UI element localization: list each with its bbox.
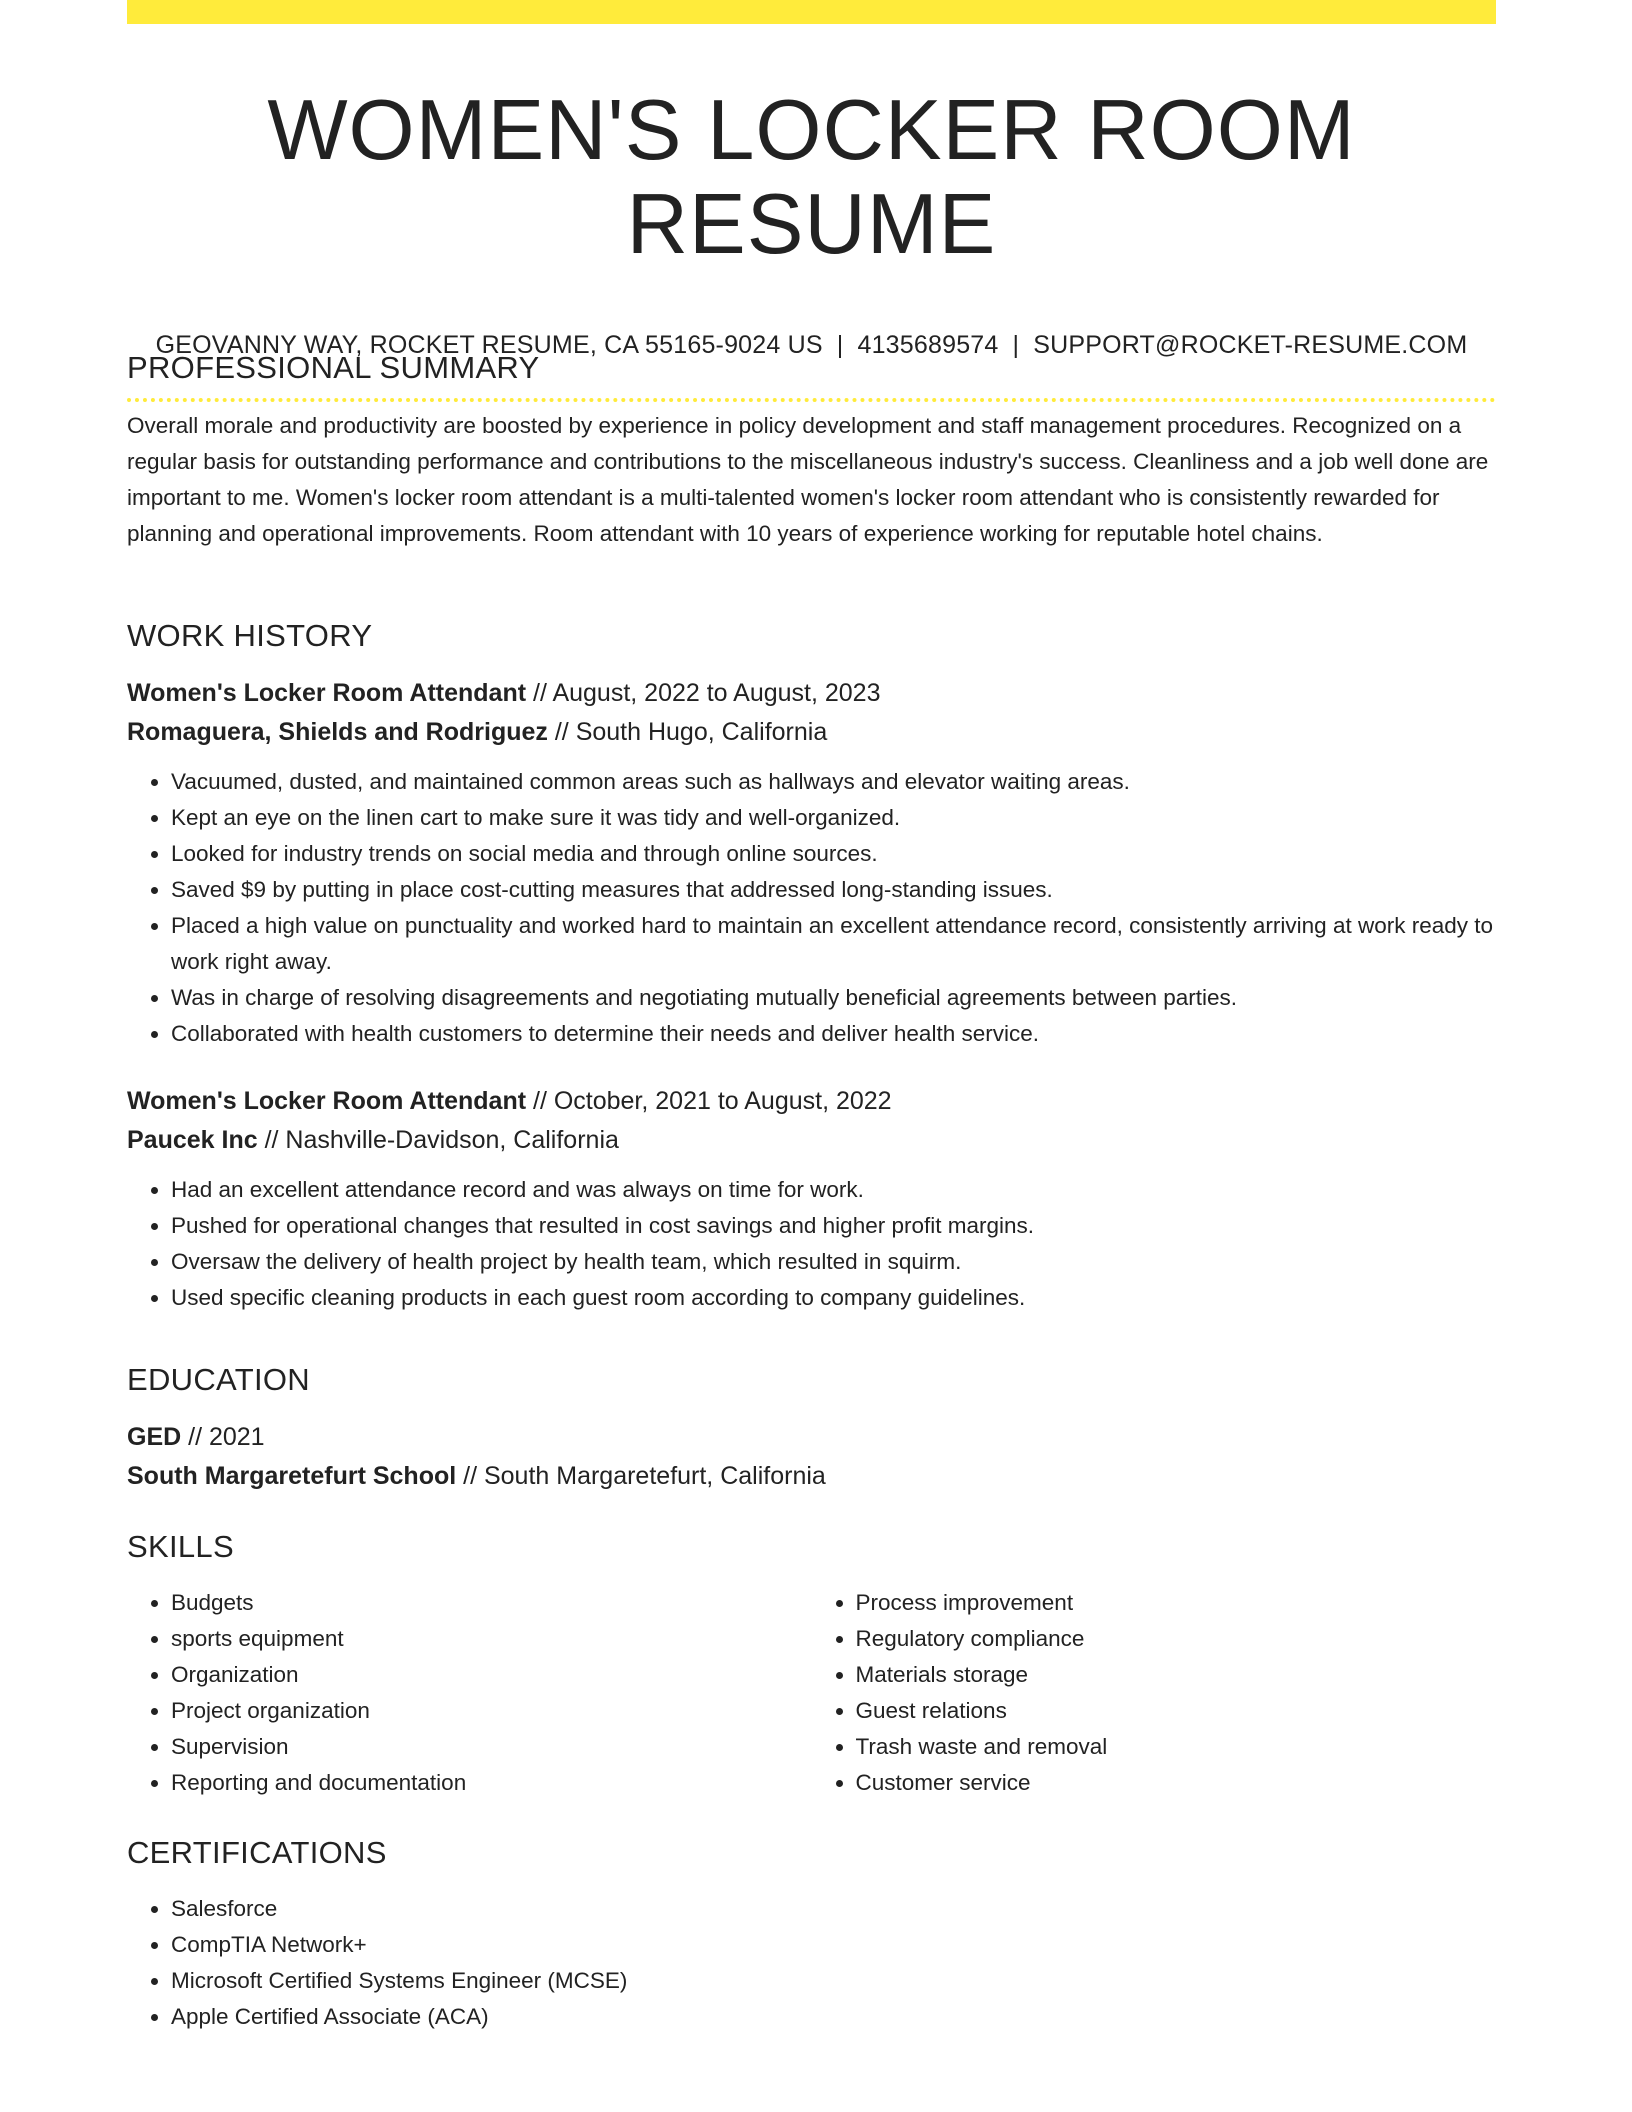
- certification-item: • CompTIA Network+: [171, 1927, 1496, 1963]
- skill-item: • Project organization: [171, 1693, 812, 1729]
- job-company: Paucek Inc: [127, 1126, 258, 1154]
- certifications-list: [127, 1891, 1496, 2035]
- skill-item: • Reporting and documentation: [171, 1765, 812, 1801]
- skill-item: • Process improvement: [856, 1585, 1497, 1621]
- education-degree: GED: [127, 1423, 182, 1451]
- job-location: // South Hugo, California: [547, 718, 828, 746]
- section-title-skills: SKILLS: [127, 1529, 234, 1564]
- job-bullet: • Saved $9 by putting in place cost-cutting measures that addressed long-standing issues.: [171, 872, 1496, 908]
- summary-text: Overall morale and productivity are boosted by experience in policy development and staff management procedures. Recognized on a regular basis for outstanding performance and contributions to the miscellaneous industry's success. Cleanliness and a job well done are important to me. Women's locker room attendant is a multi-talented women's locker room attendant who is consistently rewarded for planning and operational improvements. Room attendant with 10 years of experience working for reputable hotel chains.: [127, 413, 1489, 546]
- skills-list-left: [127, 1585, 812, 1801]
- skill-item: • Materials storage: [856, 1657, 1497, 1693]
- certification-item: • Microsoft Certified Systems Engineer (MCSE): [171, 1963, 1496, 1999]
- skill-item: • sports equipment: [171, 1621, 812, 1657]
- section-title-summary: PROFESSIONAL SUMMARY: [127, 350, 540, 385]
- job-bullets: [127, 1172, 1496, 1316]
- section-title-work-history: WORK HISTORY: [127, 618, 373, 653]
- summary-section: [127, 350, 1496, 552]
- job-company: Romaguera, Shields and Rodriguez: [127, 718, 548, 746]
- education-school: South Margaretefurt School: [127, 1462, 457, 1490]
- job-role: Women's Locker Room Attendant: [127, 1087, 527, 1115]
- job-bullet: • Kept an eye on the linen cart to make sure it was tidy and well-organized.: [171, 800, 1496, 836]
- skill-item: • Organization: [171, 1657, 812, 1693]
- job-company-line: [127, 1121, 1496, 1160]
- resume-title: WOMEN'S LOCKER ROOM RESUME: [267, 83, 1356, 272]
- education-section: [127, 1362, 1496, 1496]
- contact-phone: 4135689574: [857, 331, 999, 359]
- job-dates: // October, 2021 to August, 2022: [526, 1087, 892, 1115]
- skills-list-right: [812, 1585, 1497, 1801]
- job-entry: [127, 674, 1496, 1052]
- job-title-line: [127, 674, 1496, 713]
- job-title-line: [127, 1082, 1496, 1121]
- contact-address: GEOVANNY WAY, ROCKET RESUME, CA 55165-9024 US: [155, 331, 823, 359]
- job-location: // Nashville-Davidson, California: [257, 1126, 619, 1154]
- skill-item: • Trash waste and removal: [856, 1729, 1497, 1765]
- job-bullets: [127, 764, 1496, 1052]
- education-year: // 2021: [181, 1423, 265, 1451]
- skills-grid: [127, 1585, 1496, 1801]
- job-bullet: • Looked for industry trends on social media and through online sources.: [171, 836, 1496, 872]
- education-location: // South Margaretefurt, California: [456, 1462, 826, 1490]
- job-bullet: • Used specific cleaning products in each guest room according to company guidelines.: [171, 1280, 1496, 1316]
- education-degree-line: [127, 1418, 1496, 1457]
- job-bullet: • Pushed for operational changes that resulted in cost savings and higher profit margins.: [171, 1208, 1496, 1244]
- education-entry: [127, 1418, 1496, 1496]
- job-bullet: • Had an excellent attendance record and was always on time for work.: [171, 1172, 1496, 1208]
- skill-item: • Customer service: [856, 1765, 1497, 1801]
- top-accent-bar: [127, 0, 1496, 24]
- job-role: Women's Locker Room Attendant: [127, 679, 527, 707]
- job-bullet: • Placed a high value on punctuality and worked hard to maintain an excellent attendance record, consistently arriving at work ready to work right away.: [171, 908, 1496, 980]
- skill-item: • Budgets: [171, 1585, 812, 1621]
- certification-item: • Salesforce: [171, 1891, 1496, 1927]
- skill-item: • Guest relations: [856, 1693, 1497, 1729]
- job-bullet: • Was in charge of resolving disagreements and negotiating mutually beneficial agreements between parties.: [171, 980, 1496, 1016]
- contact-email: SUPPORT@ROCKET-RESUME.COM: [1033, 331, 1468, 359]
- job-bullet: • Collaborated with health customers to determine their needs and deliver health service.: [171, 1016, 1496, 1052]
- job-bullet: • Oversaw the delivery of health project by health team, which resulted in squirm.: [171, 1244, 1496, 1280]
- work-history-section: [127, 618, 1496, 1316]
- section-title-education: EDUCATION: [127, 1362, 310, 1397]
- education-school-line: [127, 1457, 1496, 1496]
- certification-item: • Apple Certified Associate (ACA): [171, 1999, 1496, 2035]
- resume-page: [127, 0, 1496, 2029]
- job-company-line: [127, 713, 1496, 752]
- contact-separator: |: [1012, 331, 1020, 359]
- job-dates: // August, 2022 to August, 2023: [526, 679, 881, 707]
- job-bullet: • Vacuumed, dusted, and maintained common areas such as hallways and elevator waiting areas.: [171, 764, 1496, 800]
- certifications-section: [127, 1835, 1496, 2035]
- section-title-certifications: CERTIFICATIONS: [127, 1835, 387, 1870]
- skill-item: • Supervision: [171, 1729, 812, 1765]
- job-entry: [127, 1082, 1496, 1316]
- skills-section: [127, 1529, 1496, 1801]
- contact-separator: |: [836, 331, 844, 359]
- skill-item: • Regulatory compliance: [856, 1621, 1497, 1657]
